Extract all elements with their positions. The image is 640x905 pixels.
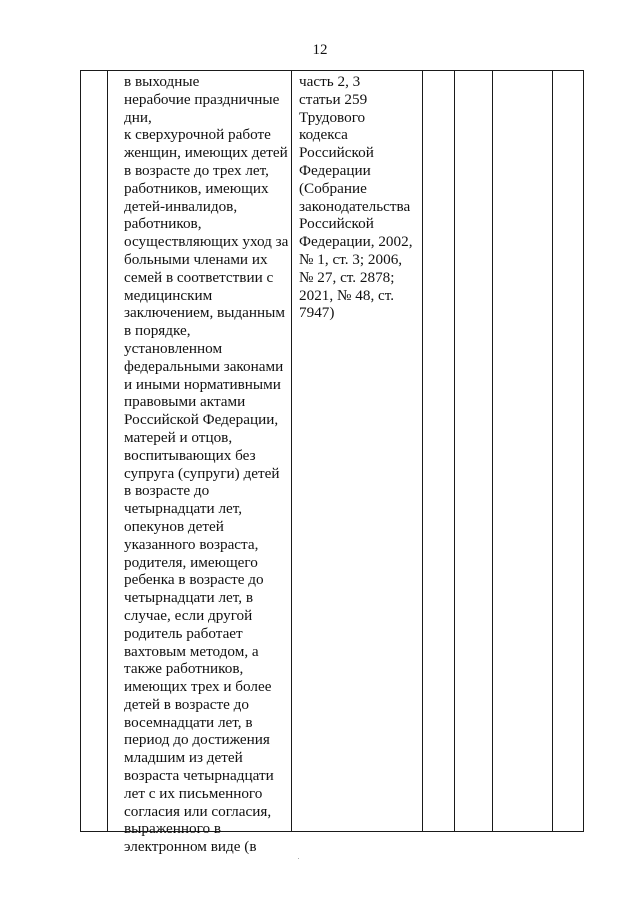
description-line: младшим из детей [124,749,243,767]
description-line: в порядке, [124,322,191,340]
reference-line: статьи 259 [299,90,368,108]
description-line: указанного возраста, [124,535,259,553]
column-divider-3 [422,71,423,831]
reference-line: Российской [299,144,374,162]
column-divider-2 [291,71,292,831]
reference-line: Федерации [299,161,371,179]
description-line: установленном [124,339,223,357]
page-number: 12 [312,42,328,58]
legal-reference-cell [299,73,413,322]
column-divider-6 [552,71,553,831]
reference-line: 2021, № 48, ст. [299,286,395,304]
description-line: детей в возрасте до [124,695,249,713]
description-line: медицинским [124,286,213,304]
description-line: также работников, [124,660,244,678]
description-line: и иными нормативными [124,375,281,393]
description-line: к сверхурочной работе [124,126,271,144]
description-line: восемнадцати лет, в [124,713,253,731]
requirement-description-cell [124,73,288,856]
description-line: федеральными законами [124,357,284,375]
description-line: правовыми актами [124,393,246,411]
description-line: больными членами их [124,250,268,268]
column-divider-5 [492,71,493,831]
description-line: осуществляющих уход за [124,233,289,251]
column-divider-1 [107,71,108,831]
reference-line: часть 2, 3 [299,73,361,90]
description-line: воспитывающих без [124,446,256,464]
reference-line: Российской [299,215,374,233]
description-line: работников, [124,215,202,233]
description-line: четырнадцати лет, [124,500,243,518]
description-line: электронном виде (в [124,838,257,856]
description-line: в возрасте до трех лет, [124,161,269,179]
description-line: возраста четырнадцати [124,767,274,785]
description-line: выраженного в [124,820,222,838]
description-line: период до достижения [124,731,270,749]
description-line: дни, [124,108,152,126]
description-line: четырнадцати лет, в [124,589,254,607]
reference-line: кодекса [299,126,348,144]
description-line: семей в соответствии с [124,268,274,286]
description-line: ребенка в возрасте до [124,571,264,589]
description-line: родитель работает [124,624,243,642]
description-line: опекунов детей [124,517,224,535]
description-line: в возрасте до [124,482,210,500]
reference-line: (Собрание [299,179,367,197]
scan-artifact [298,858,299,859]
column-divider-4 [454,71,455,831]
description-line: матерей и отцов, [124,428,233,446]
description-line: супруга (супруги) детей [124,464,280,482]
description-line: родителя, имеющего [124,553,258,571]
description-line: женщин, имеющих детей [124,144,288,162]
description-line: случае, если другой [124,606,253,624]
description-line: согласия или согласия, [124,802,272,820]
description-line: лет с их письменного [124,784,263,802]
reference-line: № 27, ст. 2878; [299,268,395,286]
description-line: работников, имеющих [124,179,269,197]
reference-line: 7947) [299,304,335,322]
description-line: нерабочие праздничные [124,90,280,108]
reference-line: законодательства [299,197,411,215]
description-line: детей-инвалидов, [124,197,238,215]
description-line: Российской Федерации, [124,411,279,429]
description-line: вахтовым методом, а [124,642,259,660]
description-line: в выходные [124,73,200,90]
reference-line: № 1, ст. 3; 2006, [299,250,403,268]
requirements-table [80,70,584,856]
reference-line: Трудового [299,108,366,126]
description-line: имеющих трех и более [124,678,272,696]
reference-line: Федерации, 2002, [299,233,413,251]
description-line: заключением, выданным [124,304,285,322]
